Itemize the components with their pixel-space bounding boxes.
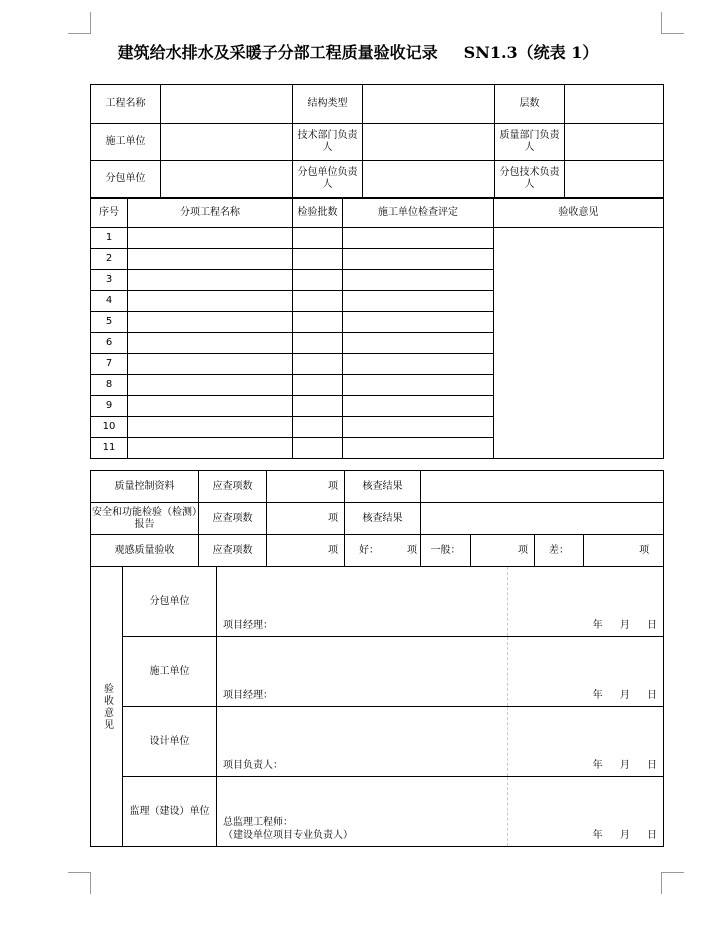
poor-unit-label: 项 (639, 544, 650, 556)
signer-label-block (223, 689, 273, 702)
acceptance-side-label: 验收意见 (91, 567, 123, 847)
poor-label: 差： (535, 535, 584, 567)
item-name-cell[interactable] (128, 438, 293, 459)
row-seq: 9 (91, 396, 128, 417)
dashed-divider (507, 707, 508, 776)
floors-field[interactable] (565, 85, 664, 124)
good-count-field[interactable] (345, 535, 421, 567)
contractor-eval-cell[interactable] (343, 312, 494, 333)
appearance-label: 观感质量验收 (91, 535, 199, 567)
opinion-header: 验收意见 (494, 199, 664, 228)
contractor-field[interactable] (161, 124, 293, 161)
signature-cell[interactable] (217, 567, 664, 637)
batch-count-cell[interactable] (293, 396, 343, 417)
batch-count-cell[interactable] (293, 375, 343, 396)
safety-report-result-field[interactable] (421, 503, 664, 535)
item-name-cell[interactable] (128, 312, 293, 333)
batch-count-cell[interactable] (293, 333, 343, 354)
quality-head-label: 质量部门负责人 (495, 124, 565, 161)
signature-cell[interactable] (217, 777, 664, 847)
quality-data-count-label: 应查项数 (199, 471, 267, 503)
crop-mark (661, 33, 684, 34)
sub-unit-head-field[interactable] (363, 161, 495, 198)
item-unit-label: 项 (328, 544, 338, 556)
crop-mark (90, 12, 91, 34)
project-name-field[interactable] (161, 85, 293, 124)
structure-type-label: 结构类型 (293, 85, 363, 124)
structure-type-field[interactable] (363, 85, 495, 124)
batch-count-cell[interactable] (293, 228, 343, 249)
title-text: 建筑给水排水及采暖子分部工程质量验收记录 (117, 43, 438, 62)
row-seq: 1 (91, 228, 128, 249)
form-code: SN1.3（统表 1） (463, 43, 599, 62)
acceptance-row (91, 777, 664, 847)
page-title (0, 40, 716, 63)
poor-count-field[interactable] (584, 535, 664, 567)
crop-mark (661, 872, 662, 894)
sub-tech-head-label: 分包技术负责人 (495, 161, 565, 198)
signature-cell[interactable] (217, 637, 664, 707)
sub-tech-head-field[interactable] (565, 161, 664, 198)
crop-mark (68, 33, 91, 34)
crop-mark (661, 872, 684, 873)
safety-report-count-label: 应查项数 (199, 503, 267, 535)
batch-count-cell[interactable] (293, 354, 343, 375)
acceptance-unit-label: 分包单位 (123, 567, 217, 637)
general-count-field[interactable] (471, 535, 535, 567)
batch-count-cell[interactable] (293, 249, 343, 270)
batch-count-cell[interactable] (293, 417, 343, 438)
item-name-cell[interactable] (128, 249, 293, 270)
batch-count-cell[interactable] (293, 312, 343, 333)
dashed-divider (507, 637, 508, 706)
contractor-eval-cell[interactable] (343, 333, 494, 354)
item-name-cell[interactable] (128, 417, 293, 438)
signer-note: （建设单位项目专业负责人） (223, 830, 353, 841)
batch-count-cell[interactable] (293, 291, 343, 312)
quality-head-field[interactable] (565, 124, 664, 161)
contractor-eval-cell[interactable] (343, 417, 494, 438)
crop-mark (661, 12, 662, 34)
contractor-eval-cell[interactable] (343, 396, 494, 417)
dashed-divider (507, 777, 508, 846)
quality-data-result-field[interactable] (421, 471, 664, 503)
safety-report-result-label: 核查结果 (345, 503, 421, 535)
item-unit-label: 项 (328, 480, 338, 492)
crop-mark (68, 872, 91, 873)
row-seq: 8 (91, 375, 128, 396)
row-seq: 4 (91, 291, 128, 312)
acceptance-unit-label: 施工单位 (123, 637, 217, 707)
acceptance-unit-label: 监理（建设）单位 (123, 777, 217, 847)
contractor-eval-cell[interactable] (343, 291, 494, 312)
contractor-eval-cell[interactable] (343, 228, 494, 249)
appearance-count-field[interactable] (267, 535, 345, 567)
signer-label: 项目经理： (223, 620, 273, 631)
good-unit-label: 项 (407, 544, 417, 556)
signer-label-block (223, 619, 273, 632)
summary-table (90, 470, 664, 567)
seq-header: 序号 (91, 199, 128, 228)
item-name-cell[interactable] (128, 291, 293, 312)
acceptance-row (91, 567, 664, 637)
row-seq: 3 (91, 270, 128, 291)
appearance-count-label: 应查项数 (199, 535, 267, 567)
signer-label-block (223, 816, 353, 842)
tech-head-label: 技术部门负责人 (293, 124, 363, 161)
project-name-label: 工程名称 (91, 85, 161, 124)
item-name-cell[interactable] (128, 396, 293, 417)
dashed-divider (507, 567, 508, 636)
tech-head-field[interactable] (363, 124, 495, 161)
acceptance-row (91, 707, 664, 777)
date-label: 年 月 日 (592, 830, 657, 841)
acceptance-table (90, 566, 664, 847)
row-seq: 2 (91, 249, 128, 270)
subcontractor-label: 分包单位 (91, 161, 161, 198)
item-name-header: 分项工程名称 (128, 199, 293, 228)
signer-label: 总监理工程师： (223, 817, 293, 828)
safety-report-label: 安全和功能检验（检测）报告 (91, 503, 199, 535)
sub-item-table (90, 198, 664, 459)
table-row (91, 228, 664, 249)
acceptance-unit-label: 设计单位 (123, 707, 217, 777)
signature-cell[interactable] (217, 707, 664, 777)
project-info-table (90, 84, 664, 198)
item-unit-label: 项 (328, 512, 338, 524)
general-unit-label: 项 (518, 544, 528, 556)
contractor-eval-cell[interactable] (343, 354, 494, 375)
contractor-eval-header: 施工单位检查评定 (343, 199, 494, 228)
sub-unit-head-label: 分包单位负责人 (293, 161, 363, 198)
row-seq: 10 (91, 417, 128, 438)
quality-data-label: 质量控制资料 (91, 471, 199, 503)
contractor-eval-cell[interactable] (343, 270, 494, 291)
row-seq: 5 (91, 312, 128, 333)
row-seq: 6 (91, 333, 128, 354)
crop-mark (90, 872, 91, 894)
opinion-cell[interactable] (494, 228, 664, 459)
item-name-cell[interactable] (128, 333, 293, 354)
signer-label-block (223, 759, 283, 772)
floors-label: 层数 (495, 85, 565, 124)
signer-label: 项目负责人： (223, 760, 283, 771)
date-label: 年 月 日 (592, 760, 657, 771)
contractor-eval-cell[interactable] (343, 375, 494, 396)
row-seq: 11 (91, 438, 128, 459)
contractor-eval-cell[interactable] (343, 249, 494, 270)
item-name-cell[interactable] (128, 375, 293, 396)
safety-report-count-field[interactable] (267, 503, 345, 535)
acceptance-row (91, 637, 664, 707)
contractor-eval-cell[interactable] (343, 438, 494, 459)
date-label: 年 月 日 (592, 620, 657, 631)
quality-data-count-field[interactable] (267, 471, 345, 503)
item-name-cell[interactable] (128, 270, 293, 291)
item-name-cell[interactable] (128, 228, 293, 249)
row-seq: 7 (91, 354, 128, 375)
date-label: 年 月 日 (592, 690, 657, 701)
good-label: 好： (359, 544, 379, 556)
item-name-cell[interactable] (128, 354, 293, 375)
signer-label: 项目经理： (223, 690, 273, 701)
quality-data-result-label: 核查结果 (345, 471, 421, 503)
subcontractor-field[interactable] (161, 161, 293, 198)
batch-count-cell[interactable] (293, 438, 343, 459)
batch-count-header: 检验批数 (293, 199, 343, 228)
batch-count-cell[interactable] (293, 270, 343, 291)
general-label: 一般： (421, 535, 471, 567)
contractor-label: 施工单位 (91, 124, 161, 161)
